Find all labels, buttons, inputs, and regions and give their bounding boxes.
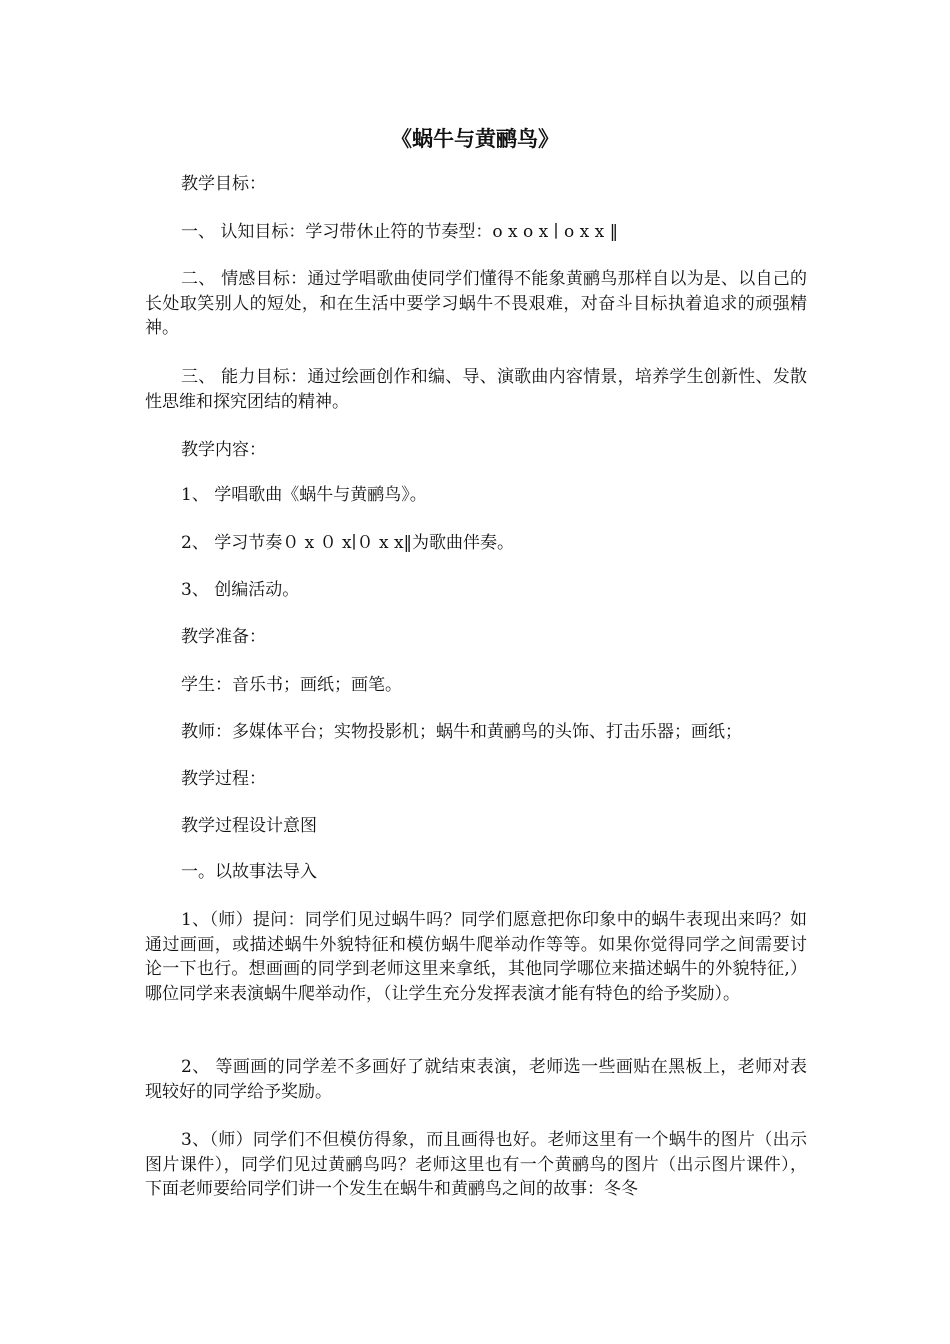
paragraph-emotional-goal: 二、 情感目标：通过学唱歌曲使同学们懂得不能象黄鹂鸟那样自以为是、以自己的长处取笑别人的短处，和在生活中要学习蜗牛不畏艰难，对奋斗目标执着追求的顽强精神。 bbox=[145, 269, 807, 338]
paragraph-content-item-3: 3、 创编活动。 bbox=[181, 580, 300, 600]
document-title: 《蜗牛与黄鹂鸟》 bbox=[391, 126, 559, 151]
paragraph-step-3: 3、（师）同学们不但模仿得象，而且画得也好。老师这里有一个蜗牛的图片（出示图片课件），同学们见过黄鹂鸟吗？老师这里也有一个黄鹂鸟的图片（出示图片课件），下面老师要给同学们讲一个发生在蜗牛和黄鹂鸟之间的故事：冬冬 bbox=[145, 1130, 807, 1199]
paragraph-process-design: 教学过程设计意图 bbox=[181, 816, 317, 836]
paragraph-step-2: 2、 等画画的同学差不多画好了就结束表演，老师选一些画贴在黑板上，老师对表现较好的同学给予奖励。 bbox=[145, 1057, 807, 1102]
paragraph-content-item-1: 1、 学唱歌曲《蜗牛与黄鹂鸟》。 bbox=[181, 485, 427, 505]
paragraph-cognitive-goal: 一、 认知目标：学习带休止符的节奏型：o x o x ∣ o x x ‖ bbox=[181, 222, 619, 242]
paragraph-ability-goal: 三、 能力目标：通过绘画创作和编、导、演歌曲内容情景，培养学生创新性、发散性思维和探究团结的精神。 bbox=[145, 367, 807, 412]
paragraph-content-item-2: 2、 学习节奏０ x ０ x∣０ x x‖为歌曲伴奏。 bbox=[181, 533, 515, 553]
paragraph-teaching-goals-heading: 教学目标： bbox=[181, 174, 266, 194]
paragraph-process-heading: 教学过程： bbox=[181, 769, 266, 789]
paragraph-step-1: 1、（师）提问：同学们见过蜗牛吗？同学们愿意把你印象中的蜗牛表现出来吗？如通过画画，或描述蜗牛外貌特征和模仿蜗牛爬举动作等等。如果你觉得同学之间需要讨论一下也行。想画画的同学到老师这里来拿纸，其他同学哪位来描述蜗牛的外貌特征,）哪位同学来表演蜗牛爬举动作，（让学生充分发挥表演才能有特色的给予奖励）。 bbox=[145, 910, 807, 1004]
paragraph-teaching-content-heading: 教学内容： bbox=[181, 440, 266, 460]
paragraph-teacher-materials: 教师：多媒体平台；实物投影机；蜗牛和黄鹂鸟的头饰、打击乐器；画纸； bbox=[181, 722, 742, 742]
paragraph-story-intro: 一。以故事法导入 bbox=[181, 862, 317, 882]
paragraph-preparation-heading: 教学准备： bbox=[181, 627, 266, 647]
paragraph-student-materials: 学生：音乐书；画纸；画笔。 bbox=[181, 675, 402, 695]
